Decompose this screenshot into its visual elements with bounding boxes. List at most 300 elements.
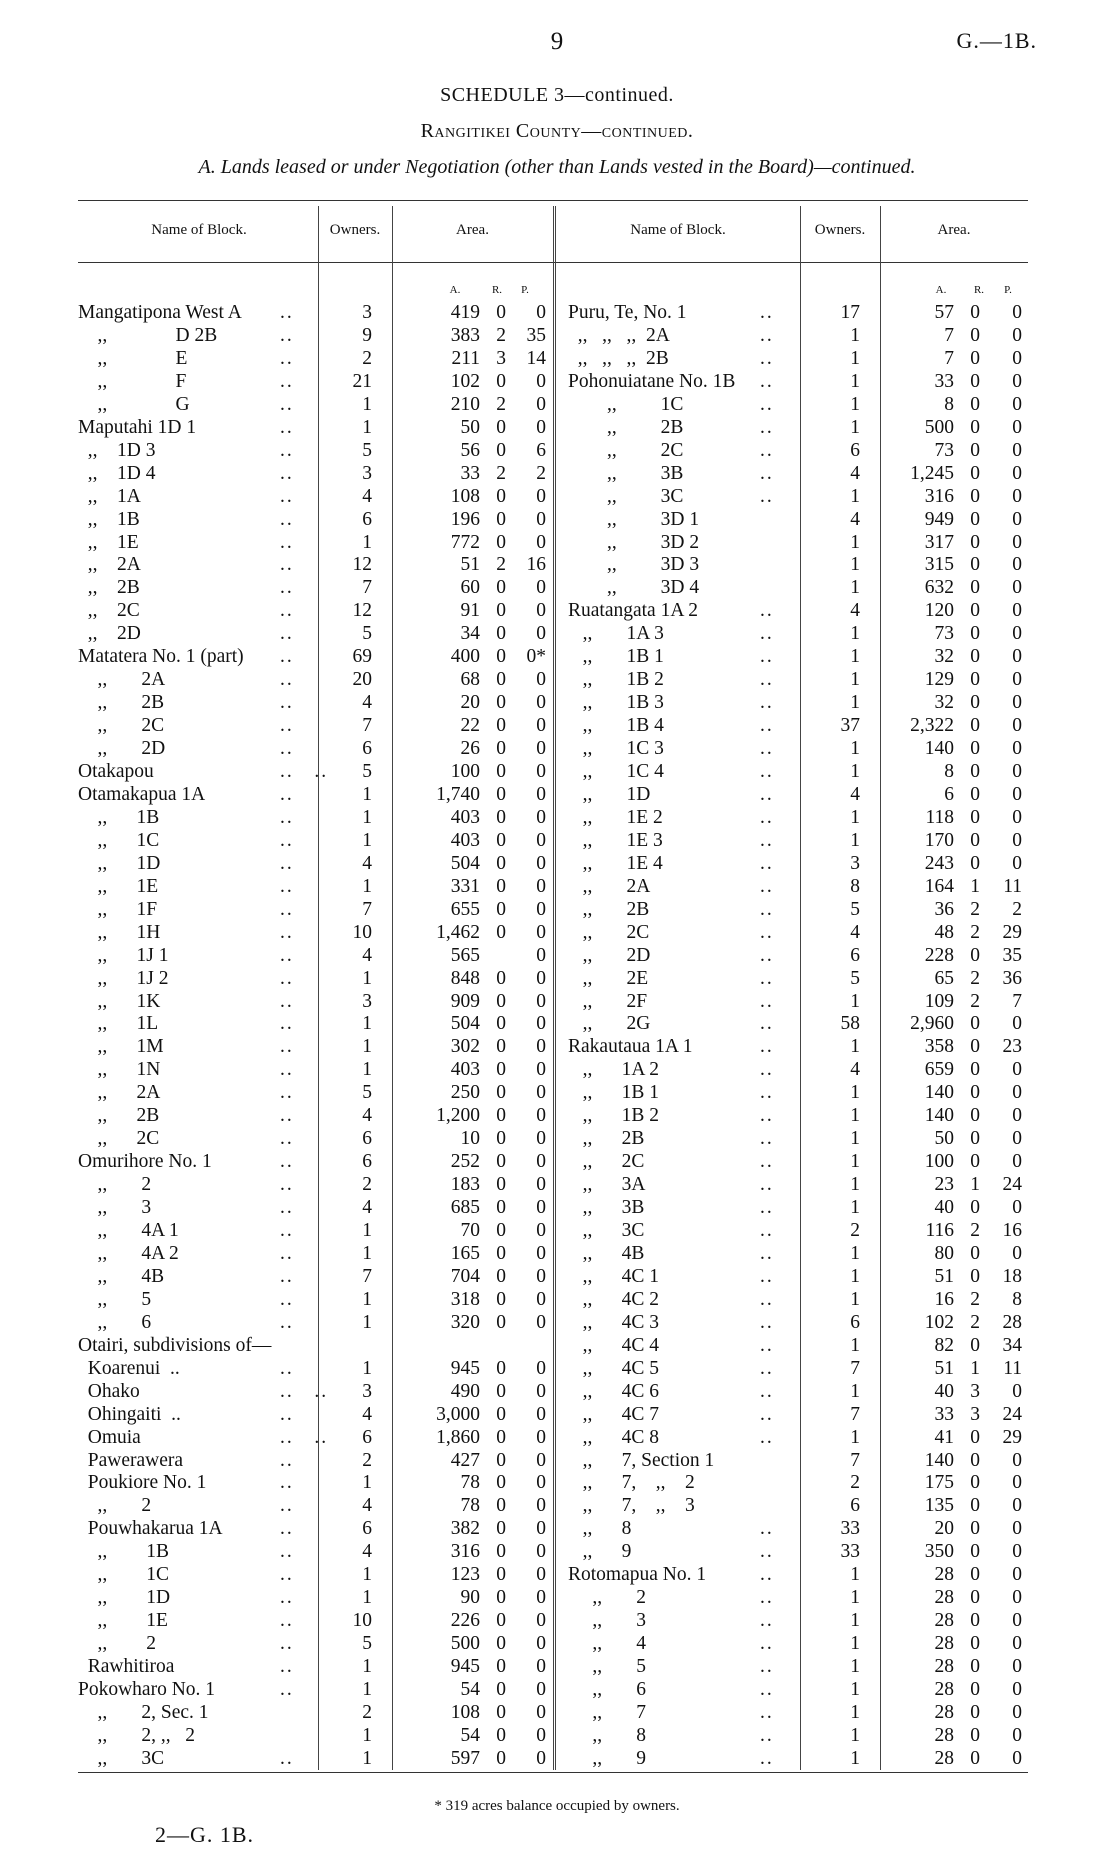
- table-row: [0, 554, 1114, 576]
- area-roods: 0: [496, 1059, 506, 1081]
- leader-dots: ..: [760, 1197, 774, 1219]
- leader-dots: ..: [280, 462, 294, 484]
- area-perches: 0: [536, 1701, 546, 1723]
- table-row: [0, 669, 1114, 691]
- leader-dots: .. ..: [280, 1380, 329, 1402]
- area-acres: 7: [944, 324, 954, 346]
- area-acres: 33: [934, 1403, 954, 1425]
- area-perches: 0: [1012, 1197, 1022, 1219]
- area-perches: 0: [1012, 1242, 1022, 1264]
- area-perches: 0: [536, 852, 546, 874]
- owners-count: 1: [362, 783, 372, 805]
- leader-dots: ..: [280, 577, 294, 599]
- leader-dots: ..: [280, 1587, 294, 1609]
- block-name: Pouwhakarua 1A: [78, 1518, 223, 1540]
- area-roods: 0: [496, 623, 506, 645]
- leader-dots: ..: [760, 1403, 774, 1425]
- block-name: ,, 1B 4: [568, 715, 664, 737]
- area-acres: 196: [450, 508, 480, 530]
- table-row: [0, 830, 1114, 852]
- block-name: ,, 4C 5: [568, 1357, 660, 1379]
- leader-dots: ..: [760, 1541, 774, 1563]
- leader-dots: ..: [760, 1610, 774, 1632]
- owners-count: 4: [850, 508, 860, 530]
- table-row: [0, 1633, 1114, 1655]
- area-acres: 1,245: [910, 462, 954, 484]
- area-perches: 0: [536, 1036, 546, 1058]
- area-roods: 0: [970, 623, 980, 645]
- area-perches: 0: [536, 1587, 546, 1609]
- leader-dots: ..: [280, 669, 294, 691]
- owners-count: 3: [362, 462, 372, 484]
- area-perches: 0: [536, 508, 546, 530]
- area-perches: 0: [536, 393, 546, 415]
- owners-count: 1: [362, 875, 372, 897]
- area-roods: 0: [496, 439, 506, 461]
- area-roods: 0: [970, 669, 980, 691]
- area-acres: 565: [450, 944, 480, 966]
- leader-dots: ..: [760, 1059, 774, 1081]
- block-name: ,, 7: [568, 1701, 646, 1723]
- table-row: [0, 325, 1114, 347]
- area-roods: 0: [496, 531, 506, 553]
- area-acres: 140: [924, 1082, 954, 1104]
- leader-dots: ..: [280, 1633, 294, 1655]
- owners-count: 1: [850, 485, 860, 507]
- owners-count: 1: [850, 692, 860, 714]
- area-roods: 0: [496, 990, 506, 1012]
- area-perches: 0: [536, 302, 546, 323]
- table-row: [0, 807, 1114, 829]
- leader-dots: ..: [760, 1151, 774, 1173]
- block-name: ,, 2D: [78, 738, 166, 760]
- leader-dots: ..: [280, 1265, 294, 1287]
- leader-dots: ..: [280, 921, 294, 943]
- leader-dots: ..: [760, 1220, 774, 1241]
- block-name: ,, 1L: [78, 1013, 159, 1035]
- area-perches: 0: [1012, 669, 1022, 691]
- leader-dots: ..: [280, 1610, 294, 1632]
- area-acres: 68: [460, 669, 480, 691]
- area-perches: 0: [536, 1541, 546, 1563]
- area-acres: 8: [944, 761, 954, 782]
- area-perches: 0: [536, 1151, 546, 1173]
- owners-count: 1: [850, 1633, 860, 1655]
- leader-dots: ..: [280, 715, 294, 737]
- table-row: [0, 1518, 1114, 1540]
- area-roods: 0: [970, 1564, 980, 1586]
- block-name: ,, 2B: [568, 1128, 645, 1150]
- leader-dots: ..: [280, 783, 294, 805]
- perches-unit: P.: [521, 284, 529, 296]
- block-name: ,, 2C: [78, 715, 165, 737]
- area-perches: 0: [536, 1288, 546, 1310]
- area-acres: 48: [934, 921, 954, 943]
- area-roods: 0: [496, 646, 506, 668]
- table-row: [0, 968, 1114, 990]
- owners-count: 1: [362, 1220, 372, 1241]
- leader-dots: ..: [280, 1082, 294, 1104]
- block-name: Otamakapua 1A: [78, 783, 206, 805]
- owners-count: 1: [362, 416, 372, 438]
- area-perches: 0: [536, 1082, 546, 1104]
- area-roods: 0: [496, 302, 506, 323]
- owners-count: 7: [362, 898, 372, 920]
- area-perches: 0: [1012, 692, 1022, 714]
- owners-count: 1: [362, 1679, 372, 1700]
- area-perches: 0: [536, 1679, 546, 1700]
- owners-count: 5: [362, 623, 372, 645]
- leader-dots: ..: [760, 944, 774, 966]
- area-roods: 2: [970, 1288, 980, 1310]
- acres-unit: A.: [935, 284, 947, 296]
- leader-dots: ..: [760, 738, 774, 760]
- leader-dots: ..: [280, 829, 294, 851]
- area-perches: 0: [536, 600, 546, 622]
- owners-count: 5: [362, 439, 372, 461]
- area-roods: 0: [970, 1679, 980, 1700]
- area-acres: 50: [460, 416, 480, 438]
- owners-count: 3: [850, 852, 860, 874]
- block-name: ,, 8: [568, 1724, 646, 1746]
- area-roods: 0: [496, 1036, 506, 1058]
- area-roods: 0: [496, 1633, 506, 1655]
- owners-count: 1: [850, 806, 860, 828]
- area-roods: 0: [970, 508, 980, 530]
- table-row: [0, 1725, 1114, 1747]
- area-acres: 90: [460, 1587, 480, 1609]
- area-acres: 120: [924, 600, 954, 622]
- area-perches: 0: [536, 1472, 546, 1494]
- printer-signature: 2—G. 1B.: [155, 1822, 255, 1847]
- area-acres: 32: [934, 646, 954, 668]
- area-perches: 0: [1012, 1082, 1022, 1104]
- leader-dots: ..: [760, 1105, 774, 1127]
- area-perches: 0: [536, 1105, 546, 1127]
- perches-unit: P.: [1004, 284, 1012, 296]
- area-perches: 8: [1012, 1288, 1022, 1310]
- leader-dots: ..: [760, 1265, 774, 1287]
- area-acres: 102: [924, 1311, 954, 1333]
- leader-dots: ..: [280, 1036, 294, 1058]
- leader-dots: ..: [280, 1220, 294, 1241]
- table-row: [0, 1450, 1114, 1472]
- owners-count: 6: [362, 508, 372, 530]
- area-roods: 0: [496, 898, 506, 920]
- owners-count: 1: [850, 577, 860, 599]
- area-roods: 0: [496, 1679, 506, 1700]
- area-roods: 0: [970, 439, 980, 461]
- area-acres: 10: [460, 1128, 480, 1150]
- owners-count: 10: [352, 1610, 372, 1632]
- area-roods: 0: [496, 806, 506, 828]
- leader-dots: ..: [760, 439, 774, 461]
- block-name: Ohingaiti ..: [78, 1403, 181, 1425]
- area-perches: 35: [526, 324, 546, 346]
- table-row: [0, 532, 1114, 554]
- area-roods: 0: [970, 393, 980, 415]
- leader-dots: .. ..: [280, 1426, 329, 1448]
- area-acres: 23: [934, 1174, 954, 1196]
- leader-dots: ..: [760, 898, 774, 920]
- block-name: Poukiore No. 1: [78, 1472, 207, 1494]
- leader-dots: ..: [760, 646, 774, 668]
- area-perches: 0: [536, 783, 546, 805]
- area-acres: 108: [450, 485, 480, 507]
- owners-count: 1: [362, 1036, 372, 1058]
- area-acres: 70: [460, 1220, 480, 1241]
- area-roods: 0: [970, 1610, 980, 1632]
- area-acres: 102: [450, 370, 480, 392]
- area-perches: 0: [536, 715, 546, 737]
- block-name: ,, 2: [78, 1495, 152, 1517]
- table-row: [0, 761, 1114, 783]
- block-name: ,, 1B: [78, 508, 140, 530]
- block-name: ,, 3C: [568, 1220, 645, 1241]
- area-perches: 0*: [526, 646, 546, 668]
- area-roods: 0: [970, 485, 980, 507]
- leader-dots: ..: [280, 623, 294, 645]
- area-roods: 0: [496, 1610, 506, 1632]
- area-perches: 24: [1002, 1403, 1022, 1425]
- area-acres: 33: [934, 370, 954, 392]
- area-acres: 32: [934, 692, 954, 714]
- area-roods: 0: [496, 1311, 506, 1333]
- area-roods: 0: [970, 302, 980, 323]
- table-row: [0, 1151, 1114, 1173]
- block-name: ,, 1B 3: [568, 692, 664, 714]
- area-acres: 252: [450, 1151, 480, 1173]
- owners-count: 1: [850, 829, 860, 851]
- owners-count: 6: [850, 439, 860, 461]
- area-perches: 0: [536, 577, 546, 599]
- area-roods: 0: [496, 1472, 506, 1494]
- leader-dots: ..: [760, 1036, 774, 1058]
- owners-count: 1: [362, 1288, 372, 1310]
- leader-dots: ..: [760, 967, 774, 989]
- area-roods: 0: [496, 600, 506, 622]
- area-acres: 685: [450, 1197, 480, 1219]
- block-name: Mangatipona West A: [78, 302, 242, 323]
- area-acres: 632: [924, 577, 954, 599]
- block-name: Rawhitiroa: [78, 1656, 175, 1678]
- leader-dots: ..: [280, 1518, 294, 1540]
- block-name: ,, 1A 3: [568, 623, 664, 645]
- area-roods: 0: [970, 600, 980, 622]
- area-roods: 0: [496, 669, 506, 691]
- block-name: ,, 4A 1: [78, 1220, 179, 1241]
- owners-count: 33: [840, 1518, 860, 1540]
- area-perches: 0: [1012, 370, 1022, 392]
- leader-dots: ..: [280, 439, 294, 461]
- block-name: ,, 2A: [568, 875, 651, 897]
- block-name: ,, 1B 2: [568, 669, 664, 691]
- owners-count: 1: [850, 1610, 860, 1632]
- area-roods: 0: [970, 1197, 980, 1219]
- area-acres: 28: [934, 1679, 954, 1700]
- area-roods: 0: [970, 1334, 980, 1356]
- area-acres: 7: [944, 347, 954, 369]
- owners-count: 1: [850, 1587, 860, 1609]
- area-roods: 0: [496, 1656, 506, 1678]
- area-acres: 403: [450, 1059, 480, 1081]
- area-roods: 0: [496, 1747, 506, 1769]
- area-acres: 100: [450, 761, 480, 782]
- block-name: ,, 1D 3: [78, 439, 156, 461]
- area-roods: 0: [970, 370, 980, 392]
- owners-count: 17: [840, 302, 860, 323]
- area-roods: 0: [496, 967, 506, 989]
- leader-dots: ..: [280, 990, 294, 1012]
- block-name: ,, 1E: [78, 1610, 168, 1632]
- area-acres: 73: [934, 623, 954, 645]
- block-name: Pohonuiatane No. 1B: [568, 370, 736, 392]
- area-roods: 0: [496, 1288, 506, 1310]
- table-row: [0, 1748, 1114, 1770]
- owners-count: 1: [362, 1059, 372, 1081]
- area-roods: 0: [970, 1128, 980, 1150]
- block-name: ,, 4: [568, 1633, 646, 1655]
- owners-count: 1: [850, 1724, 860, 1746]
- area-roods: 3: [970, 1380, 980, 1402]
- area-roods: 0: [496, 1242, 506, 1264]
- table-row: [0, 1472, 1114, 1494]
- area-acres: 2,960: [910, 1013, 954, 1035]
- owners-count: 6: [850, 944, 860, 966]
- owners-count: 1: [850, 990, 860, 1012]
- area-perches: 0: [536, 1128, 546, 1150]
- area-acres: 320: [450, 1311, 480, 1333]
- table-row: [0, 1082, 1114, 1104]
- area-perches: 0: [1012, 1472, 1022, 1494]
- owners-count: 1: [850, 1679, 860, 1700]
- block-name: ,, 1C 3: [568, 738, 664, 760]
- block-name: ,, 2B: [568, 416, 684, 438]
- area-acres: 1,740: [436, 783, 480, 805]
- block-name: ,, 1E 2: [568, 806, 663, 828]
- area-roods: 0: [496, 1426, 506, 1448]
- area-acres: 704: [450, 1265, 480, 1287]
- owners-count: 4: [362, 692, 372, 714]
- area-perches: 16: [526, 554, 546, 576]
- block-name: ,, 1J 1: [78, 944, 169, 966]
- area-acres: 28: [934, 1610, 954, 1632]
- leader-dots: ..: [760, 1242, 774, 1264]
- block-name: ,, 1M: [78, 1036, 164, 1058]
- block-name: ,, 1B 1: [568, 1082, 660, 1104]
- owners-count: 1: [850, 738, 860, 760]
- owners-count: 58: [840, 1013, 860, 1035]
- area-acres: 427: [450, 1449, 480, 1471]
- owners-count: 7: [850, 1403, 860, 1425]
- area-acres: 211: [451, 347, 480, 369]
- owners-count: 4: [362, 1105, 372, 1127]
- area-acres: 1,860: [436, 1426, 480, 1448]
- table-row: [0, 1036, 1114, 1058]
- owners-count: 4: [362, 944, 372, 966]
- block-name: ,, 7, ,, 3: [568, 1495, 695, 1517]
- owners-count: 1: [850, 1128, 860, 1150]
- area-acres: 419: [450, 302, 480, 323]
- leader-dots: ..: [280, 1495, 294, 1517]
- leader-dots: ..: [280, 1059, 294, 1081]
- owners-count: 7: [362, 577, 372, 599]
- area-roods: 0: [970, 783, 980, 805]
- area-perches: 0: [1012, 1701, 1022, 1723]
- area-roods: 0: [496, 370, 506, 392]
- block-name: ,, 2C: [78, 1128, 160, 1150]
- block-name: ,, 1E 4: [568, 852, 663, 874]
- area-perches: 0: [536, 416, 546, 438]
- leader-dots: ..: [760, 347, 774, 369]
- leader-dots: ..: [280, 1679, 294, 1700]
- area-roods: 2: [970, 990, 980, 1012]
- area-perches: 0: [1012, 738, 1022, 760]
- area-perches: 0: [536, 1426, 546, 1448]
- table-row: [0, 1495, 1114, 1517]
- area-roods: 0: [970, 944, 980, 966]
- area-roods: 0: [496, 1197, 506, 1219]
- area-roods: 0: [970, 531, 980, 553]
- area-perches: 0: [1012, 1633, 1022, 1655]
- owners-count: 6: [850, 1495, 860, 1517]
- block-name: ,, 1C: [78, 1564, 170, 1586]
- area-perches: 0: [536, 1564, 546, 1586]
- table-row: [0, 692, 1114, 714]
- owners-count: 1: [362, 806, 372, 828]
- block-name: ,, 4C 8: [568, 1426, 660, 1448]
- area-roods: 2: [496, 554, 506, 576]
- block-name: ,, 6: [78, 1311, 152, 1333]
- area-perches: 0: [1012, 508, 1022, 530]
- owners-count: 1: [850, 669, 860, 691]
- area-roods: 3: [970, 1403, 980, 1425]
- block-name: ,, 2: [78, 1633, 156, 1655]
- owners-count: 3: [362, 1380, 372, 1402]
- table-row: [0, 784, 1114, 806]
- owners-count: 20: [352, 669, 372, 691]
- area-roods: 2: [970, 921, 980, 943]
- block-name: ,, 3C: [78, 1747, 165, 1769]
- area-acres: 350: [924, 1541, 954, 1563]
- block-name: ,, 2C: [568, 921, 650, 943]
- area-acres: 772: [450, 531, 480, 553]
- area-acres: 78: [460, 1495, 480, 1517]
- owners-count: 4: [850, 1059, 860, 1081]
- table-row: [0, 1404, 1114, 1426]
- area-acres: 109: [924, 990, 954, 1012]
- area-roods: 0: [970, 1265, 980, 1287]
- leader-dots: ..: [280, 531, 294, 553]
- area-acres: 34: [460, 623, 480, 645]
- leader-dots: ..: [760, 393, 774, 415]
- leader-dots: ..: [760, 623, 774, 645]
- owners-count: 12: [352, 554, 372, 576]
- owners-count: 1: [850, 531, 860, 553]
- area-perches: 0: [1012, 347, 1022, 369]
- table-row: [0, 1197, 1114, 1219]
- table-row: [0, 1587, 1114, 1609]
- owners-count: 5: [362, 1633, 372, 1655]
- leader-dots: ..: [280, 646, 294, 668]
- header-area-left: Area.: [456, 222, 489, 238]
- leader-dots: ..: [760, 1587, 774, 1609]
- area-acres: 140: [924, 1449, 954, 1471]
- leader-dots: ..: [760, 1747, 774, 1769]
- area-perches: 0: [1012, 324, 1022, 346]
- area-acres: 170: [924, 829, 954, 851]
- area-perches: 0: [536, 370, 546, 392]
